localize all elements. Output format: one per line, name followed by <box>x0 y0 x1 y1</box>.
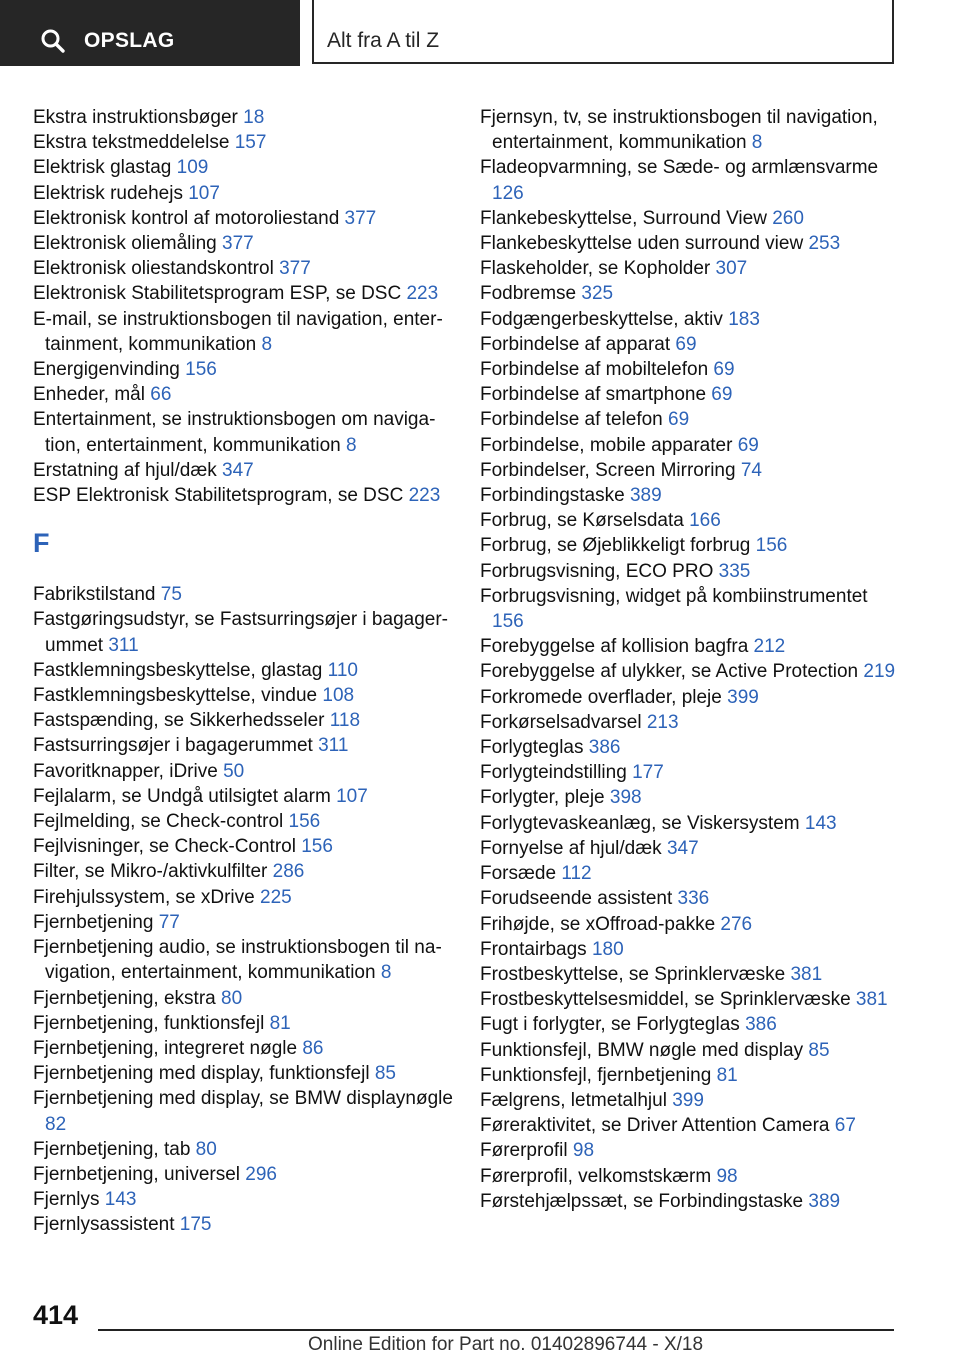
page-reference-link[interactable]: 156 <box>185 359 217 381</box>
index-entry-term: Forbrugsvisning, widget på kombiinstrumentet <box>480 585 868 607</box>
index-entry-term: Førerprofil <box>480 1140 568 1162</box>
page-reference-link[interactable]: 107 <box>188 182 220 204</box>
page-reference-link[interactable]: 98 <box>716 1165 738 1187</box>
index-entry <box>480 458 900 483</box>
page-reference-link[interactable]: 75 <box>160 584 182 606</box>
index-entry-term: Forlygteglas <box>480 737 584 759</box>
index-entry-term: Fjernbetjening, universel <box>33 1163 241 1185</box>
index-entry-term: Forlygter, pleje <box>480 787 605 809</box>
index-entry-term: Forebyggelse af ulykker, se Active Protection <box>480 661 859 683</box>
index-entry <box>480 987 900 1012</box>
index-entry <box>33 1162 453 1187</box>
index-entry-term: Fjernlys <box>33 1189 100 1211</box>
index-entry-term: Elektronisk oliestandskontrol <box>33 258 274 280</box>
index-column-left <box>33 105 453 1238</box>
page-reference-link[interactable]: 109 <box>176 157 209 179</box>
index-entry <box>480 1189 900 1214</box>
page-reference-link[interactable]: 399 <box>727 686 759 708</box>
page-reference-link[interactable]: 143 <box>804 812 837 834</box>
index-entry-term: Flaskeholder, se Kopholder <box>480 258 711 280</box>
index-entry <box>33 658 453 683</box>
page-reference-link[interactable]: 311 <box>318 735 349 757</box>
index-entry-term: Favoritknapper, iDrive <box>33 760 218 782</box>
index-entry-term: Forbindelser, Screen Mirroring <box>480 459 736 481</box>
index-entry-term: Fastsurringsøjer i bagagerummet <box>33 735 313 757</box>
index-entry-term: Funktionsfejl, BMW nøgle med display <box>480 1039 804 1061</box>
index-entry <box>33 910 453 935</box>
search-icon <box>40 28 66 54</box>
index-entry-term: Forkørselsadvarsel <box>480 711 642 733</box>
index-entry <box>33 809 453 834</box>
page-reference-link[interactable]: 8 <box>751 132 763 154</box>
index-entry-term: Funktionsfejl, fjernbetjening <box>480 1064 712 1086</box>
page-reference-link[interactable]: 381 <box>790 963 823 985</box>
index-entry <box>33 582 453 607</box>
index-entry-term: E-mail, se instruktionsbogen til navigation, entertainment, kommunikation <box>33 308 443 355</box>
index-entry-term: Fjernsyn, tv, se instruktionsbogen til navigation, entertainment, kommunikation <box>480 107 878 154</box>
page-reference-link[interactable]: 143 <box>104 1189 137 1211</box>
index-entry-term: Frihøjde, se xOffroad-pakke <box>480 913 716 935</box>
index-entry <box>33 1011 453 1036</box>
page-reference-link[interactable]: 85 <box>374 1063 396 1085</box>
index-entry <box>480 407 900 432</box>
index-entry <box>480 937 900 962</box>
page-reference-link[interactable]: 80 <box>221 987 243 1009</box>
page-reference-link[interactable]: 126 <box>492 182 524 204</box>
index-entry <box>480 584 900 634</box>
index-entry-term: Ekstra tekstmeddelelse <box>33 132 230 154</box>
index-entry <box>480 735 900 760</box>
page-reference-link[interactable]: 335 <box>718 560 751 582</box>
page-reference-link[interactable]: 98 <box>572 1140 595 1162</box>
index-list-f <box>33 582 453 1237</box>
index-entry <box>33 885 453 910</box>
index-entry-term: Frostbeskyttelse, se Sprinklervæske <box>480 963 786 985</box>
index-entry-term: Førerprofil, velkomstskærm <box>480 1165 712 1187</box>
index-entry-term: Forudseende assistent <box>480 888 673 910</box>
edition-footer: Online Edition for Part no. 01402896744 - X/18 <box>308 1334 704 1355</box>
index-entry-term: Fastklemningsbeskyttelse, vindue <box>33 685 318 707</box>
index-entry <box>33 708 453 733</box>
page-reference-link[interactable]: 118 <box>329 710 361 732</box>
index-entry-term: Filter, se Mikro-/aktivkulfilter <box>33 861 268 883</box>
page-reference-link[interactable]: 219 <box>863 661 896 683</box>
index-entry-term: Føreraktivitet, se Driver Attention Camera <box>480 1115 830 1137</box>
index-entry <box>480 710 900 735</box>
index-entry-term: Elektronisk Stabilitetsprogram ESP, se DSC <box>33 283 402 305</box>
index-entry-term: Elektrisk rudehejs <box>33 182 183 204</box>
index-entry <box>480 281 900 306</box>
page-reference-link[interactable]: 156 <box>755 535 788 557</box>
index-entry-term: Fjernbetjening, ekstra <box>33 987 216 1009</box>
index-entry <box>480 962 900 987</box>
page-reference-link[interactable]: 85 <box>808 1039 830 1061</box>
footer-divider <box>98 1329 894 1331</box>
index-entry <box>480 307 900 332</box>
index-entry-term: Fejlvisninger, se Check-Control <box>33 836 296 858</box>
index-entry-term: Forbrug, se Kørselsdata <box>480 510 684 532</box>
index-entry <box>33 281 453 306</box>
page-reference-link[interactable]: 398 <box>609 787 642 809</box>
page-reference-link[interactable]: 66 <box>150 384 172 406</box>
page-reference-link[interactable]: 311 <box>108 634 139 656</box>
index-entry-term: Fjernbetjening med display, se BMW displaynøgle <box>33 1088 453 1110</box>
page-reference-link[interactable]: 399 <box>672 1089 704 1111</box>
index-entry <box>480 1113 900 1138</box>
index-entry <box>33 407 453 457</box>
index-entry <box>33 1187 453 1212</box>
index-entry-term: Firehjulssystem, se xDrive <box>33 886 255 908</box>
index-entry <box>480 533 900 558</box>
index-entry <box>33 206 453 231</box>
page-reference-link[interactable]: 86 <box>302 1037 324 1059</box>
index-entry-term: Fastspænding, se Sikkerhedsseler <box>33 710 325 732</box>
page-reference-link[interactable]: 253 <box>808 233 841 255</box>
page-reference-link[interactable]: 389 <box>808 1190 841 1212</box>
page-number: 414 <box>33 1300 79 1330</box>
index-entry-term: Frontairbags <box>480 938 587 960</box>
index-entry <box>33 307 453 357</box>
index-entry-term: Ekstra instruktionsbøger <box>33 107 238 128</box>
index-entry-term: Entertainment, se instruktionsbogen om navigation, entertainment, kommunikation <box>33 409 436 456</box>
index-entry <box>33 1212 453 1237</box>
index-entry-term: Flankebeskyttelse uden surround view <box>480 233 804 255</box>
index-entry <box>480 206 900 231</box>
page-reference-link[interactable]: 347 <box>222 459 254 481</box>
index-entry-term: Fjernbetjening audio, se instruktionsbogen til navigation, entertainment, kommunikation <box>33 937 442 984</box>
page-reference-link[interactable]: 69 <box>711 384 733 406</box>
index-entry-term: Forlygteindstilling <box>480 762 627 784</box>
index-entry <box>33 1086 453 1136</box>
index-entry <box>480 508 900 533</box>
index-entry <box>480 483 900 508</box>
page-reference-link[interactable]: 381 <box>855 989 888 1011</box>
opslag-tab-label: OPSLAG <box>84 29 175 52</box>
page-reference-link[interactable]: 8 <box>380 962 392 984</box>
index-entry-term: Forbindelse af telefon <box>480 409 663 431</box>
index-entry-term: Fodgængerbeskyttelse, aktiv <box>480 308 723 330</box>
page-reference-link[interactable]: 156 <box>301 836 333 858</box>
page-reference-link[interactable]: 225 <box>260 886 292 908</box>
page-reference-link[interactable]: 69 <box>668 409 690 431</box>
page-reference-link[interactable]: 286 <box>272 861 305 883</box>
page-reference-link[interactable]: 377 <box>344 207 377 229</box>
index-entry <box>33 784 453 809</box>
page-reference-link[interactable]: 156 <box>492 611 524 633</box>
index-entry-term: Fejlalarm, se Undgå utilsigtet alarm <box>33 785 331 807</box>
index-entry <box>33 256 453 281</box>
page-reference-link[interactable]: 82 <box>45 1113 67 1135</box>
page-reference-link[interactable]: 69 <box>713 359 735 381</box>
index-entry <box>33 1137 453 1162</box>
index-entry <box>480 1063 900 1088</box>
page-reference-link[interactable]: 183 <box>728 308 760 330</box>
index-entry <box>33 231 453 256</box>
index-entry <box>33 130 453 155</box>
index-list-f-continued <box>480 105 900 1214</box>
index-entry <box>480 886 900 911</box>
index-entry <box>33 759 453 784</box>
index-entry-term: Energigenvinding <box>33 359 180 381</box>
index-entry <box>33 382 453 407</box>
index-entry <box>480 155 900 205</box>
index-entry-term: Fornyelse af hjul/dæk <box>480 837 662 859</box>
index-entry-term: Forbrugsvisning, ECO PRO <box>480 560 714 582</box>
index-entry <box>33 357 453 382</box>
page-reference-link[interactable]: 347 <box>666 837 699 859</box>
index-entry-term: Fjernbetjening, funktionsfejl <box>33 1012 265 1034</box>
index-entry-term: Enheder, mål <box>33 384 145 406</box>
index-entry-term: Fjernbetjening med display, funktionsfejl <box>33 1063 370 1085</box>
index-entry-term: Fugt i forlygter, se Forlygteglas <box>480 1014 740 1036</box>
page-reference-link[interactable]: 377 <box>222 233 254 255</box>
page-reference-link[interactable]: 325 <box>581 283 614 305</box>
page-reference-link[interactable]: 81 <box>269 1012 291 1034</box>
index-entry <box>480 357 900 382</box>
index-entry <box>480 1088 900 1113</box>
index-entry-term: Forbrug, se Øjeblikkeligt forbrug <box>480 535 751 557</box>
page-reference-link[interactable]: 156 <box>288 811 321 833</box>
index-entry <box>480 912 900 937</box>
index-entry <box>480 811 900 836</box>
index-entry <box>480 760 900 785</box>
index-entry <box>33 859 453 884</box>
index-entry <box>33 105 453 130</box>
index-entry-term: Førstehjælpssæt, se Forbindingstaske <box>480 1190 804 1212</box>
index-entry <box>480 382 900 407</box>
index-entry <box>33 986 453 1011</box>
index-entry <box>33 458 453 483</box>
index-entry <box>33 155 453 180</box>
index-entry-term: Forkromede overflader, pleje <box>480 686 722 708</box>
index-entry <box>480 861 900 886</box>
index-entry <box>480 1038 900 1063</box>
page-reference-link[interactable]: 223 <box>408 485 441 507</box>
index-entry-term: Fastklemningsbeskyttelse, glastag <box>33 659 323 681</box>
page-reference-link[interactable]: 112 <box>561 863 592 885</box>
index-entry-term: Fælgrens, letmetalhjul <box>480 1089 667 1111</box>
index-entry-term: Fjernbetjening, integreret nøgle <box>33 1037 298 1059</box>
index-entry-term: Forbindelse af apparat <box>480 333 671 355</box>
page-reference-link[interactable]: 81 <box>716 1064 738 1086</box>
index-entry <box>480 634 900 659</box>
page-reference-link[interactable]: 296 <box>245 1163 277 1185</box>
page-reference-link[interactable]: 386 <box>588 737 621 759</box>
page-reference-link[interactable]: 307 <box>715 258 748 280</box>
page-reference-link[interactable]: 107 <box>336 785 368 807</box>
index-entry <box>33 181 453 206</box>
opslag-tab[interactable] <box>0 0 300 66</box>
index-entry-term: Fjernbetjening <box>33 911 154 933</box>
index-entry <box>480 1012 900 1037</box>
index-entry <box>33 935 453 985</box>
page-reference-link[interactable]: 336 <box>677 888 710 910</box>
index-entry <box>33 733 453 758</box>
index-entry <box>480 659 900 684</box>
page-reference-link[interactable]: 177 <box>632 762 664 784</box>
index-entry-term: Fejlmelding, se Check-control <box>33 811 284 833</box>
page-reference-link[interactable]: 212 <box>753 636 786 658</box>
index-entry <box>33 483 453 508</box>
page-reference-link[interactable]: 213 <box>646 711 679 733</box>
page-reference-link[interactable]: 223 <box>406 283 439 305</box>
index-entry-term: Flankebeskyttelse, Surround View <box>480 207 767 229</box>
index-entry <box>480 231 900 256</box>
index-entry-term: Forsæde <box>480 863 557 885</box>
index-entry <box>33 834 453 859</box>
section-letter: F <box>33 528 50 559</box>
page-reference-link[interactable]: 166 <box>689 510 721 532</box>
page-reference-link[interactable]: 108 <box>322 685 355 707</box>
section-tab[interactable] <box>312 0 894 64</box>
index-entry-term: Fabrikstilstand <box>33 584 156 606</box>
page-reference-link[interactable]: 67 <box>834 1115 856 1137</box>
page-reference-link[interactable]: 8 <box>261 333 273 355</box>
page-reference-link[interactable]: 69 <box>737 434 759 456</box>
page-reference-link[interactable]: 386 <box>745 1014 777 1036</box>
top-navigation <box>0 0 960 66</box>
index-column-right <box>480 105 900 1214</box>
index-entry-term: Fodbremse <box>480 283 577 305</box>
index-entry-term: Forbindingstaske <box>480 485 625 507</box>
page-reference-link[interactable]: 77 <box>158 911 180 933</box>
index-entry-term: Fastgøringsudstyr, se Fastsurringsøjer i bagagerummet <box>33 609 448 656</box>
index-entry-term: Forbindelse af smartphone <box>480 384 707 406</box>
index-entry-term: Fjernbetjening, tab <box>33 1138 191 1160</box>
index-entry-term: Forbindelse af mobiltelefon <box>480 359 709 381</box>
index-entry <box>33 1061 453 1086</box>
index-entry <box>480 559 900 584</box>
index-entry-term: Elektronisk oliemåling <box>33 233 217 255</box>
page-reference-link[interactable]: 18 <box>243 107 265 128</box>
index-entry-term: ESP Elektronisk Stabilitetsprogram, se DSC <box>33 485 404 507</box>
page-reference-link[interactable]: 69 <box>675 333 697 355</box>
page-reference-link[interactable]: 157 <box>234 132 267 154</box>
page-reference-link[interactable]: 276 <box>720 913 753 935</box>
index-list-e <box>33 105 453 508</box>
page-reference-link[interactable]: 260 <box>772 207 804 229</box>
index-entry-term: Forlygtevaskeanlæg, se Viskersystem <box>480 812 800 834</box>
page-reference-link[interactable]: 74 <box>740 459 762 481</box>
page-reference-link[interactable]: 389 <box>629 485 662 507</box>
index-entry <box>33 683 453 708</box>
page-reference-link[interactable]: 180 <box>591 938 624 960</box>
page-reference-link[interactable]: 110 <box>327 659 358 681</box>
index-entry <box>480 836 900 861</box>
index-entry-term: Elektrisk glastag <box>33 157 172 179</box>
index-entry <box>480 105 900 155</box>
index-entry-term: Forebyggelse af kollision bagfra <box>480 636 749 658</box>
section-title: Alt fra A til Z <box>327 29 440 52</box>
page-reference-link[interactable]: 175 <box>179 1214 212 1236</box>
index-entry <box>480 332 900 357</box>
page-reference-link[interactable]: 50 <box>223 760 245 782</box>
page-reference-link[interactable]: 80 <box>195 1138 217 1160</box>
index-entry-term: Erstatning af hjul/dæk <box>33 459 217 481</box>
index-entry <box>480 1164 900 1189</box>
index-entry <box>480 685 900 710</box>
index-entry <box>480 1138 900 1163</box>
index-entry <box>480 256 900 281</box>
index-entry-term: Fjernlysassistent <box>33 1214 175 1236</box>
index-entry-term: Elektronisk kontrol af motoroliestand <box>33 207 340 229</box>
index-entry-term: Frostbeskyttelsesmiddel, se Sprinklervæske <box>480 989 851 1011</box>
index-entry-term: Forbindelse, mobile apparater <box>480 434 733 456</box>
page-reference-link[interactable]: 377 <box>279 258 311 280</box>
index-entry <box>480 433 900 458</box>
index-entry-term: Fladeopvarmning, se Sæde- og armlænsvarme <box>480 157 879 179</box>
index-entry <box>33 1036 453 1061</box>
index-entry <box>480 785 900 810</box>
index-entry <box>33 607 453 657</box>
page-reference-link[interactable]: 8 <box>346 434 357 456</box>
